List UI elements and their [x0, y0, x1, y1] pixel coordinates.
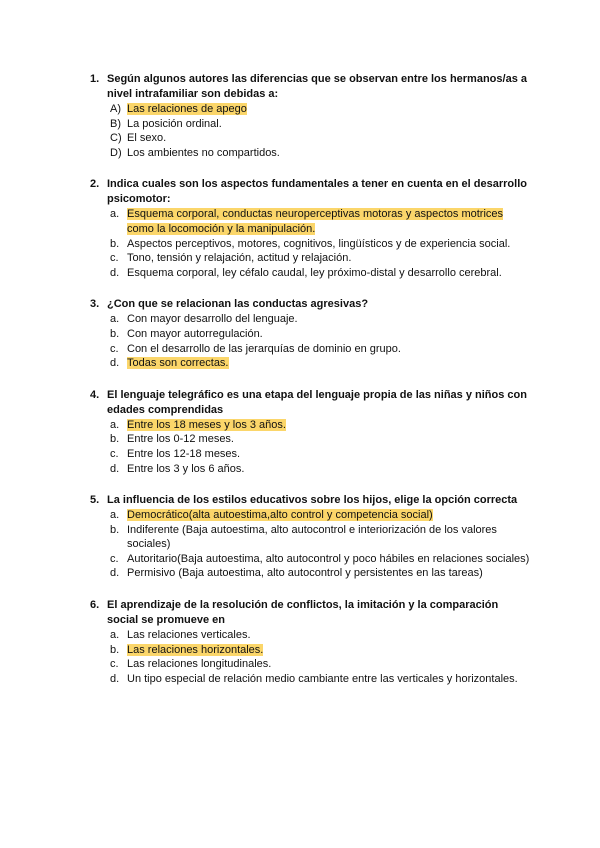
question-number: 4. — [90, 388, 100, 401]
option-text-wrapper — [127, 102, 530, 117]
answer-option — [110, 266, 530, 281]
option-text-wrapper — [127, 356, 530, 371]
option-text-wrapper — [127, 207, 530, 236]
option-text-wrapper — [127, 146, 530, 161]
answer-option-correct — [110, 643, 530, 658]
option-letter: A) — [110, 103, 121, 115]
answer-option — [110, 432, 530, 447]
option-text-wrapper — [127, 447, 530, 462]
option-text-wrapper — [127, 508, 530, 523]
option-text-wrapper — [127, 628, 530, 643]
option-text-wrapper — [127, 312, 530, 327]
option-text-wrapper — [127, 251, 530, 266]
option-letter: c. — [110, 552, 119, 565]
option-text: Un tipo especial de relación medio cambiante entre las verticales y horizontales. — [127, 672, 518, 685]
answer-options — [90, 628, 530, 686]
answer-option — [110, 251, 530, 266]
answer-option — [110, 117, 530, 132]
option-letter: d. — [110, 672, 120, 685]
question-text: La influencia de los estilos educativos sobre los hijos, elige la opción correcta — [107, 494, 518, 507]
question-heading — [90, 177, 530, 207]
highlighted-option-text: Democrático(alta autoestima,alto control y competencia social) — [127, 509, 433, 522]
option-text-wrapper — [127, 327, 530, 342]
option-letter: a. — [110, 208, 120, 221]
answer-option-correct — [110, 207, 530, 236]
question-text: El aprendizaje de la resolución de conflictos, la imitación y la comparación social se promueve en — [107, 599, 499, 627]
option-letter: b. — [110, 237, 120, 250]
option-text: La posición ordinal. — [127, 117, 222, 130]
option-text-wrapper — [127, 342, 530, 357]
answer-option — [110, 327, 530, 342]
option-text: Indiferente (Baja autoestima, alto autocontrol e interiorización de los valores sociales) — [127, 523, 497, 551]
option-text-wrapper — [127, 657, 530, 672]
answer-option — [110, 672, 530, 687]
question-text: ¿Con que se relacionan las conductas agresivas? — [107, 298, 369, 311]
answer-option-correct — [110, 102, 530, 117]
option-text: Con el desarrollo de las jerarquías de dominio en grupo. — [127, 342, 401, 355]
option-text: Entre los 0-12 meses. — [127, 433, 234, 446]
answer-options — [90, 102, 530, 160]
option-letter: B) — [110, 117, 121, 130]
answer-option — [110, 237, 530, 252]
option-text: Tono, tensión y relajación, actitud y relajación. — [127, 252, 352, 265]
question-number: 2. — [90, 178, 100, 191]
option-letter: D) — [110, 146, 122, 159]
question-2 — [90, 177, 530, 280]
option-text-wrapper — [127, 552, 530, 567]
answer-options — [90, 207, 530, 280]
option-text: Las relaciones verticales. — [127, 629, 251, 642]
option-letter: c. — [110, 342, 119, 355]
option-text: Con mayor autorregulación. — [127, 327, 263, 340]
option-letter: a. — [110, 418, 120, 431]
question-heading — [90, 388, 530, 418]
answer-options — [90, 418, 530, 476]
option-text: Con mayor desarrollo del lenguaje. — [127, 313, 298, 326]
question-number: 3. — [90, 298, 100, 311]
option-text: Permisivo (Baja autoestima, alto autocontrol y persistentes en las tareas) — [127, 567, 483, 580]
option-letter: C) — [110, 132, 122, 145]
answer-option — [110, 566, 530, 581]
answer-option — [110, 462, 530, 477]
answer-option — [110, 447, 530, 462]
option-letter: c. — [110, 252, 119, 265]
option-letter: a. — [110, 629, 120, 642]
option-letter: b. — [110, 433, 120, 446]
option-text-wrapper — [127, 418, 530, 433]
question-4 — [90, 388, 530, 476]
question-5 — [90, 493, 530, 581]
question-number: 5. — [90, 494, 100, 507]
option-text-wrapper — [127, 266, 530, 281]
highlighted-option-text: Las relaciones horizontales. — [127, 643, 264, 656]
question-1 — [90, 72, 530, 160]
answer-option-correct — [110, 356, 530, 371]
option-letter: d. — [110, 266, 120, 279]
question-number: 1. — [90, 73, 100, 85]
answer-option — [110, 628, 530, 643]
question-heading — [90, 493, 530, 508]
question-heading — [90, 72, 530, 102]
option-text: Aspectos perceptivos, motores, cognitivos, lingüísticos y de experiencia social. — [127, 237, 511, 250]
question-text: El lenguaje telegráfico es una etapa del lenguaje propia de las niñas y niños con edades comprendidas — [107, 388, 527, 416]
answer-option-correct — [110, 418, 530, 433]
option-text: Las relaciones longitudinales. — [127, 658, 272, 671]
option-text-wrapper — [127, 566, 530, 581]
option-text-wrapper — [127, 237, 530, 252]
answer-option — [110, 552, 530, 567]
answer-option — [110, 312, 530, 327]
answer-option — [110, 131, 530, 146]
option-text-wrapper — [127, 117, 530, 132]
highlighted-option-text: Entre los 18 meses y los 3 años. — [127, 418, 286, 431]
option-text: El sexo. — [127, 132, 167, 145]
option-letter: c. — [110, 658, 119, 671]
option-letter: c. — [110, 447, 119, 460]
option-text: Los ambientes no compartidos. — [127, 146, 280, 159]
answer-option-correct — [110, 508, 530, 523]
question-list — [90, 72, 530, 703]
answer-option — [110, 523, 530, 552]
option-text-wrapper — [127, 643, 530, 658]
answer-option — [110, 657, 530, 672]
question-heading — [90, 598, 530, 628]
option-letter: d. — [110, 357, 120, 370]
question-heading — [90, 297, 530, 312]
answer-options — [90, 312, 530, 370]
option-text-wrapper — [127, 131, 530, 146]
answer-option — [110, 342, 530, 357]
question-3 — [90, 297, 530, 370]
question-6 — [90, 598, 530, 686]
option-text: Entre los 12-18 meses. — [127, 447, 241, 460]
option-text-wrapper — [127, 432, 530, 447]
highlighted-option-text: Las relaciones de apego — [127, 103, 247, 115]
highlighted-option-text: Esquema corporal, conductas neuroperceptivas motoras y aspectos motrices como la locomoción y la manipulación. — [127, 208, 504, 235]
highlighted-option-text: Todas son correctas. — [127, 357, 229, 370]
option-letter: b. — [110, 523, 120, 536]
question-number: 6. — [90, 599, 100, 612]
question-text: Según algunos autores las diferencias que se observan entre los hermanos/as a nivel intrafamiliar son debidas a: — [107, 73, 527, 100]
answer-option — [110, 146, 530, 161]
option-letter: a. — [110, 509, 120, 522]
option-text-wrapper — [127, 523, 530, 552]
option-letter: d. — [110, 462, 120, 475]
question-text: Indica cuales son los aspectos fundamentales a tener en cuenta en el desarrollo psicomotor: — [107, 178, 527, 206]
option-text: Esquema corporal, ley céfalo caudal, ley próximo-distal y desarrollo cerebral. — [127, 266, 502, 279]
option-letter: b. — [110, 643, 120, 656]
option-text-wrapper — [127, 462, 530, 477]
option-letter: d. — [110, 567, 120, 580]
option-text: Autoritario(Baja autoestima, alto autocontrol y poco hábiles en relaciones sociales) — [127, 552, 530, 565]
option-text-wrapper — [127, 672, 530, 687]
option-text: Entre los 3 y los 6 años. — [127, 462, 245, 475]
option-letter: b. — [110, 327, 120, 340]
option-letter: a. — [110, 313, 120, 326]
answer-options — [90, 508, 530, 581]
